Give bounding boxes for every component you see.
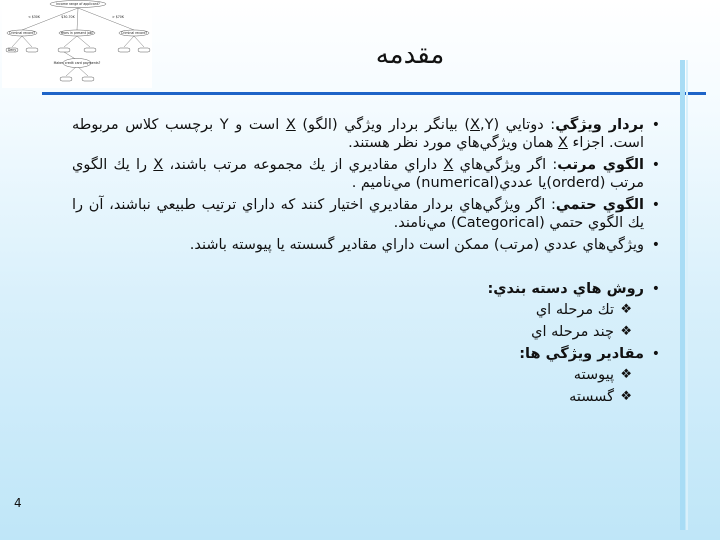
tree-node-mid: Years in present job?: [60, 31, 94, 36]
diamond-bullet-icon: ❖: [620, 302, 632, 317]
diamond-bullet-icon: ❖: [620, 324, 632, 339]
heading-classification-methods: روش هاي دسته بندي:: [487, 281, 644, 297]
bullet-classification-methods: [72, 280, 662, 341]
sub-item-single-stage: ❖ تك مرحله اي: [535, 302, 632, 318]
tree-branch-left: < $30K: [28, 15, 40, 19]
bullet-feature-values: [72, 345, 662, 406]
bullet-categorical-pattern: • الگوي حتمي: اگر ويژگي‌هاي بردار مقاديري اختيار كنند كه داراي ترتيب طبيعي نباشند، آن را يك الگوي حتمي (Categorical) مي‌نامند.: [72, 196, 662, 232]
term-ordered-pattern: الگوي مرتب: [557, 157, 644, 173]
tree-branch-right: > $70K: [112, 15, 124, 19]
sub-item-continuous: ❖ پيوسته: [573, 367, 632, 383]
tree-node-left: Criminal record?: [8, 31, 36, 36]
heading-feature-values: مقادير ويژگي ها:: [519, 346, 644, 362]
sub-item-discrete: ❖ گسسته: [569, 389, 632, 405]
right-vertical-bar-light: [686, 60, 688, 530]
bullet-feature-vector: • بردار ويژگي: دوتايي (X,Y) بيانگر بردار ويژگي (الگو) X است و Y برچسب كلاس مربوطه است. اجزاء X همان ويژگي‌هاي مورد نظر هستند.: [72, 116, 662, 152]
slide-title: مقدمه: [375, 40, 445, 70]
slide-content: [72, 116, 662, 410]
sub-item-multi-stage: ❖ چند مرحله اي: [531, 324, 632, 340]
page-number: 4: [14, 496, 22, 510]
diamond-bullet-icon: ❖: [620, 367, 632, 382]
tree-branch-mid: $30-70K: [61, 15, 75, 19]
bullet-ordered-pattern: • الگوي مرتب: اگر ويژگي‌هاي X داراي مقاديري از يك مجموعه مرتب باشند، X را يك الگوي مرتب (orderd)يا عددي(numerical) مي‌ناميم .: [72, 156, 662, 192]
title-underline: [42, 92, 706, 95]
tree-root-label: Income range of applicant?: [56, 2, 100, 7]
term-categorical-pattern: الگوي حتمي: [555, 197, 644, 213]
tree-node-right: Criminal record?: [120, 31, 148, 36]
diamond-bullet-icon: ❖: [620, 389, 632, 404]
tree-node-bottom: Makes credit card payments?: [53, 61, 101, 66]
spacer: [72, 258, 662, 280]
tree-leaf: Deny: [7, 48, 17, 52]
decision-tree-thumbnail: [2, 0, 152, 88]
term-feature-vector: بردار ويژگي: [555, 117, 645, 133]
bullet-numeric-features: • ويژگي‌هاي عددي (مرتب) ممكن است داراي مقادير گسسته يا پيوسته باشند.: [72, 236, 662, 254]
right-vertical-bar: [680, 60, 685, 530]
